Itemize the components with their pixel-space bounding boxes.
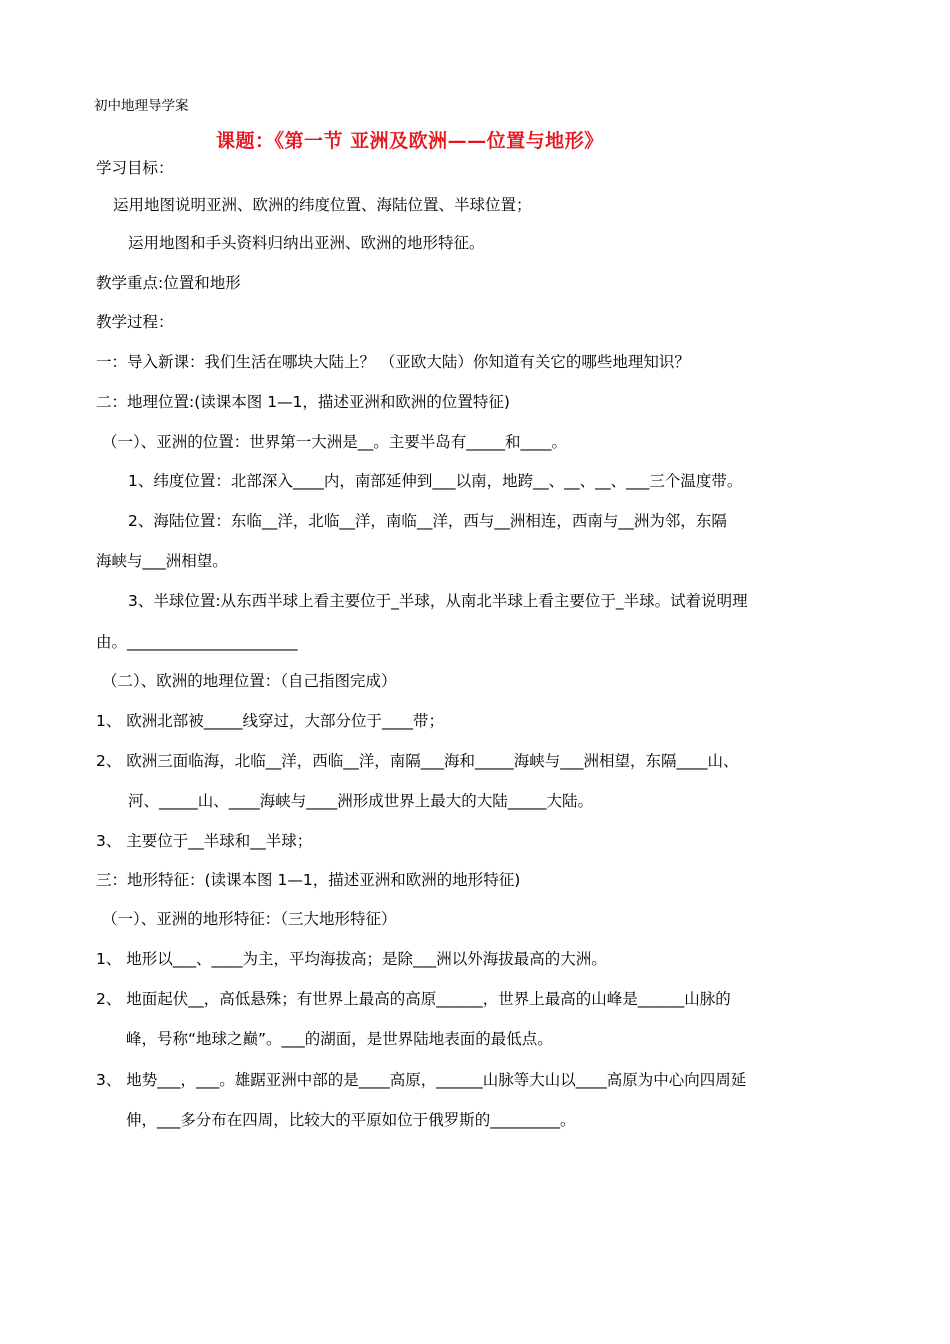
europe-item-1: 1、 欧洲北部被_____线穿过，大部分位于____带； xyxy=(96,712,445,730)
asia-hemisphere-2: 由。______________________ xyxy=(96,633,298,651)
asia-hemisphere-1: 3、半球位置:从东西半球上看主要位于_半球，从南北半球上看主要位于_半球。试着说明理 xyxy=(128,592,748,610)
europe-item-2b: 河、_____山、____海峡与____洲形成世界上最大的大陆_____大陆。 xyxy=(128,792,594,810)
asia-latitude: 1、纬度位置：北部深入____内，南部延伸到___以南，地跨__、__、__、___三个温度带。 xyxy=(128,472,743,490)
document-header: 初中地理导学案 xyxy=(94,98,189,114)
terrain-item-3a: 3、 地势___，___。雄踞亚洲中部的是____高原，______山脉等大山以____高原为中心向四周延 xyxy=(96,1071,747,1089)
terrain-item-1: 1、 地形以___、____为主，平均海拔高；是除___洲以外海拔最高的大洲。 xyxy=(96,950,607,968)
section-1-intro: 一：导入新课：我们生活在哪块大陆上？ （亚欧大陆）你知道有关它的哪些地理知识？ xyxy=(96,353,690,371)
objectives-heading: 学习目标： xyxy=(96,159,174,177)
asia-sea-land-1: 2、海陆位置：东临__洋，北临__洋，南临__洋，西与__洲相连，西南与__洲为邻，东隔 xyxy=(128,512,727,530)
process-heading: 教学过程： xyxy=(96,313,174,331)
key-points: 教学重点:位置和地形 xyxy=(96,274,241,292)
terrain-item-2b: 峰，号称“地球之巅”。___的湖面，是世界陆地表面的最低点。 xyxy=(126,1030,553,1048)
section-3-heading: 三：地形特征：(读课本图 1—1，描述亚洲和欧洲的地形特征) xyxy=(96,871,521,889)
europe-item-3: 3、 主要位于__半球和__半球； xyxy=(96,832,313,850)
asia-position-heading: （一）、亚洲的位置：世界第一大洲是__。主要半岛有_____和____。 xyxy=(102,433,568,451)
asia-terrain-heading: （一）、亚洲的地形特征：（三大地形特征） xyxy=(102,910,397,928)
terrain-item-3b: 伸，___多分布在四周，比较大的平原如位于俄罗斯的_________。 xyxy=(126,1111,576,1129)
objective-1: 运用地图说明亚洲、欧洲的纬度位置、海陆位置、半球位置； xyxy=(113,196,532,214)
europe-position-heading: （二）、欧洲的地理位置：（自己指图完成） xyxy=(102,672,397,690)
terrain-item-2a: 2、 地面起伏__，高低悬殊；有世界上最高的高原______，世界上最高的山峰是______山脉的 xyxy=(96,990,731,1008)
europe-item-2a: 2、 欧洲三面临海，北临__洋，西临__洋，南隔___海和_____海峡与___洲相望，东隔____山、 xyxy=(96,752,739,770)
section-2-heading: 二：地理位置:(读课本图 1—1，描述亚洲和欧洲的位置特征) xyxy=(96,393,510,411)
asia-sea-land-2: 海峡与___洲相望。 xyxy=(96,552,228,570)
objective-2: 运用地图和手头资料归纳出亚洲、欧洲的地形特征。 xyxy=(128,234,485,252)
lesson-title: 课题：《第一节 亚洲及欧洲——位置与地形》 xyxy=(216,130,604,152)
